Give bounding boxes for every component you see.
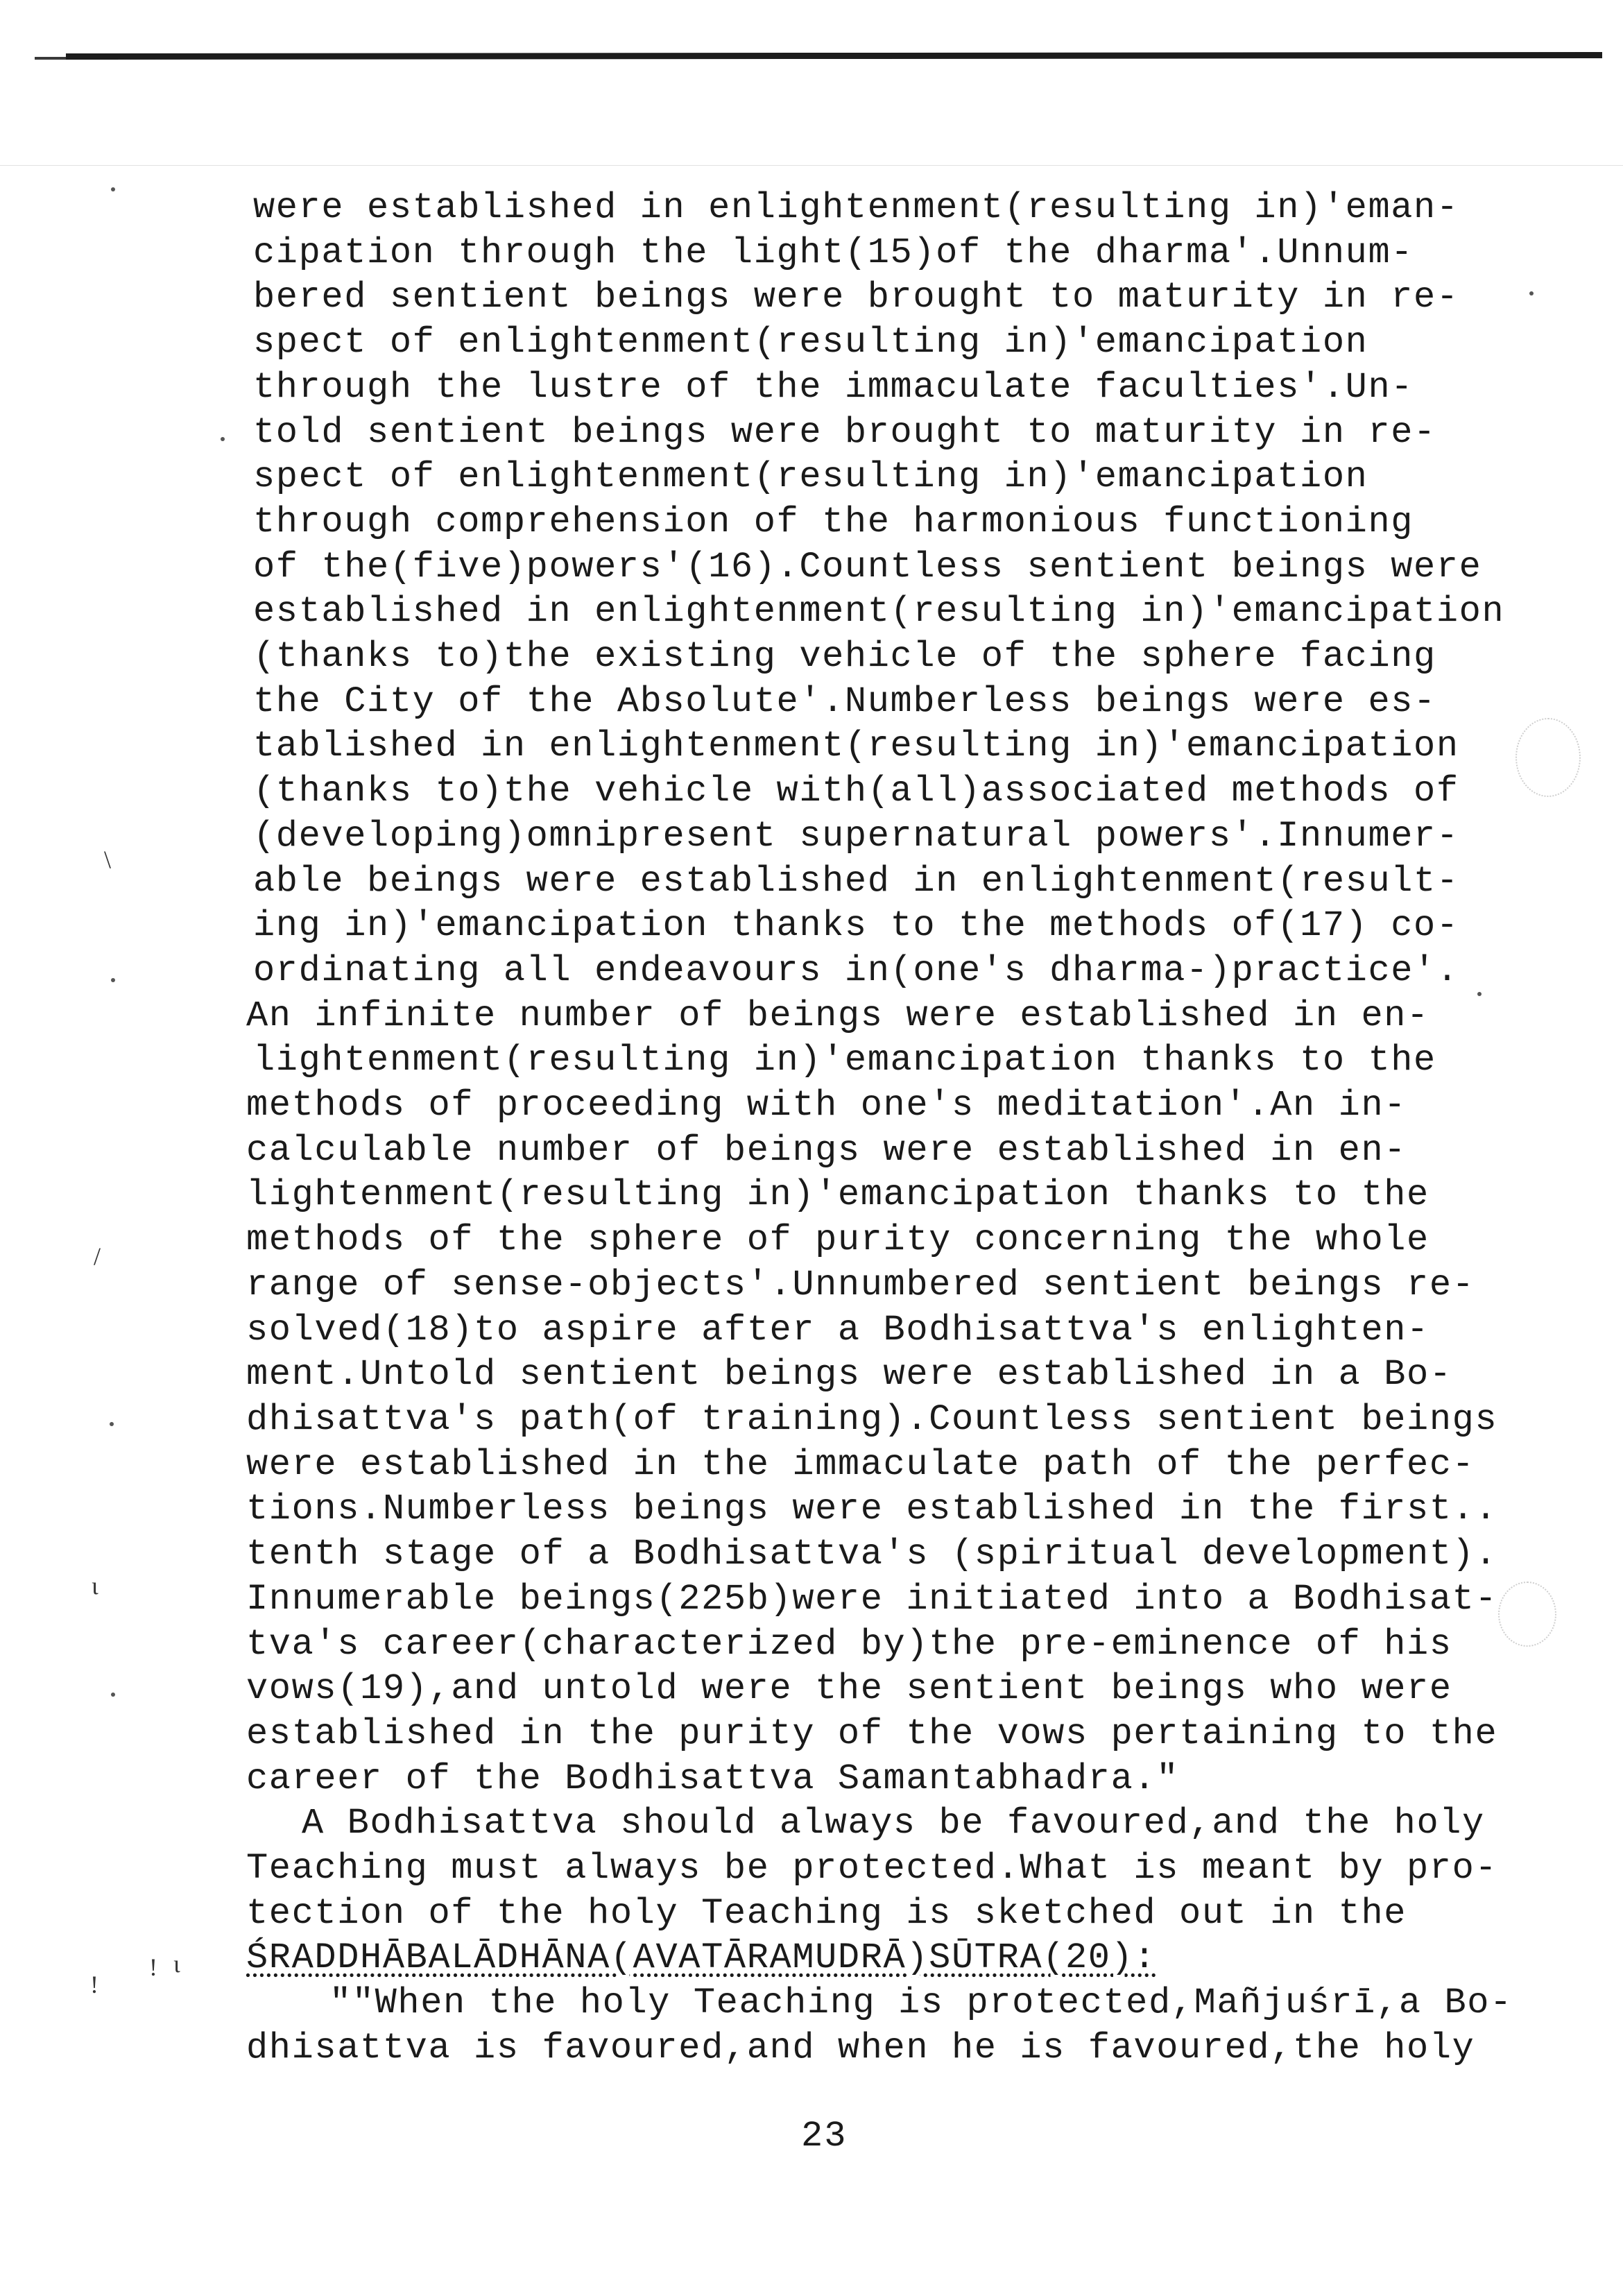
- text-line: methods of the sphere of purity concerning the whole: [246, 1219, 1429, 1261]
- scan-speck: [111, 187, 115, 191]
- margin-mark: \: [104, 846, 112, 873]
- scan-speck: [221, 437, 225, 441]
- scan-speck: [111, 1693, 115, 1697]
- top-rule: [66, 52, 1602, 60]
- text-line: through comprehension of the harmonious functioning: [253, 501, 1414, 542]
- text-line: lightenment(resulting in)'emancipation thanks to the: [253, 1040, 1436, 1081]
- text-line: tenth stage of a Bodhisattva's (spiritual development).: [246, 1534, 1498, 1575]
- text-line: ing in)'emancipation thanks to the methods of(17) co-: [253, 905, 1459, 947]
- text-line: established in the purity of the vows pertaining to the: [246, 1713, 1498, 1754]
- text-line: Teaching must always be protected.What is meant by pro-: [246, 1848, 1498, 1890]
- text-line: vows(19),and untold were the sentient beings who were: [246, 1668, 1452, 1710]
- text-line: methods of proceeding with one's meditation'.An in-: [246, 1085, 1407, 1126]
- paragraph-start-line: A Bodhisattva should always be favoured,and the holy: [302, 1803, 1485, 1844]
- text-line: tions.Numberless beings were established in the first..: [246, 1489, 1498, 1530]
- scan-speck: [110, 1422, 114, 1426]
- text-line: (thanks to)the vehicle with(all)associated methods of: [253, 771, 1459, 812]
- text-line: range of sense-objects'.Unnumbered sentient beings re-: [246, 1264, 1475, 1305]
- text-line: the City of the Absolute'.Numberless beings were es-: [253, 680, 1436, 722]
- margin-mark: !: [90, 1971, 98, 1998]
- text-line: dhisattva's path(of training).Countless sentient beings: [246, 1398, 1498, 1440]
- text-line: tection of the holy Teaching is sketched out in the: [246, 1892, 1407, 1934]
- text-line: were established in the immaculate path of the perfec-: [246, 1443, 1475, 1485]
- text-line: Innumerable beings(225b)were initiated into a Bodhisat-: [246, 1578, 1498, 1620]
- text-line: (thanks to)the existing vehicle of the sphere facing: [253, 636, 1436, 678]
- quote-start-line: ""When the holy Teaching is protected,Mañjuśrī,a Bo-: [329, 1982, 1513, 2024]
- text-line: established in enlightenment(resulting in)'emancipation: [253, 591, 1505, 633]
- text-line: An infinite number of beings were established in en-: [246, 995, 1429, 1036]
- text-line: career of the Bodhisattva Samantabhadra.": [246, 1758, 1180, 1799]
- text-line: cipation through the light(15)of the dharma'.Unnum-: [253, 232, 1414, 273]
- text-line: through the lustre of the immaculate faculties'.Un-: [253, 366, 1414, 408]
- text-line: were established in enlightenment(resulting in)'eman-: [253, 187, 1459, 228]
- text-line: spect of enlightenment(resulting in)'emancipation: [253, 322, 1368, 363]
- text-line: bered sentient beings were brought to maturity in re-: [253, 277, 1459, 318]
- margin-mark: /: [94, 1242, 101, 1270]
- margin-mark: ι: [173, 1950, 180, 1978]
- text-line: calculable number of beings were established in en-: [246, 1129, 1407, 1171]
- text-line: ordinating all endeavours in(one's dharma-)practice'.: [253, 950, 1459, 991]
- page-number: 23: [801, 2116, 848, 2157]
- text-line: lightenment(resulting in)'emancipation thanks to the: [246, 1174, 1429, 1216]
- margin-mark: ι: [92, 1572, 98, 1600]
- sutra-title-line: ŚRADDHĀBALĀDHĀNA(AVATĀRAMUDRĀ)SŪTRA(20):: [246, 1937, 1157, 1979]
- margin-mark: !: [149, 1953, 157, 1981]
- scan-artifact-line: [0, 165, 1623, 166]
- text-line: ment.Untold sentient beings were established in a Bo-: [246, 1354, 1452, 1396]
- text-line: of the(five)powers'(16).Countless sentient beings were: [253, 546, 1482, 588]
- text-line: told sentient beings were brought to maturity in re-: [253, 411, 1436, 453]
- text-line: tva's career(characterized by)the pre-eminence of his: [246, 1623, 1452, 1665]
- text-line: tablished in enlightenment(resulting in)'emancipation: [253, 726, 1459, 767]
- page-body-text: [246, 186, 1571, 2071]
- scan-speck: [111, 978, 115, 982]
- text-line: (developing)omnipresent supernatural powers'.Innumer-: [253, 815, 1459, 857]
- text-line: spect of enlightenment(resulting in)'emancipation: [253, 456, 1368, 498]
- text-line: able beings were established in enlightenment(result-: [253, 860, 1459, 902]
- text-line: dhisattva is favoured,and when he is favoured,the holy: [246, 2027, 1475, 2068]
- text-line: solved(18)to aspire after a Bodhisattva's enlighten-: [246, 1309, 1429, 1351]
